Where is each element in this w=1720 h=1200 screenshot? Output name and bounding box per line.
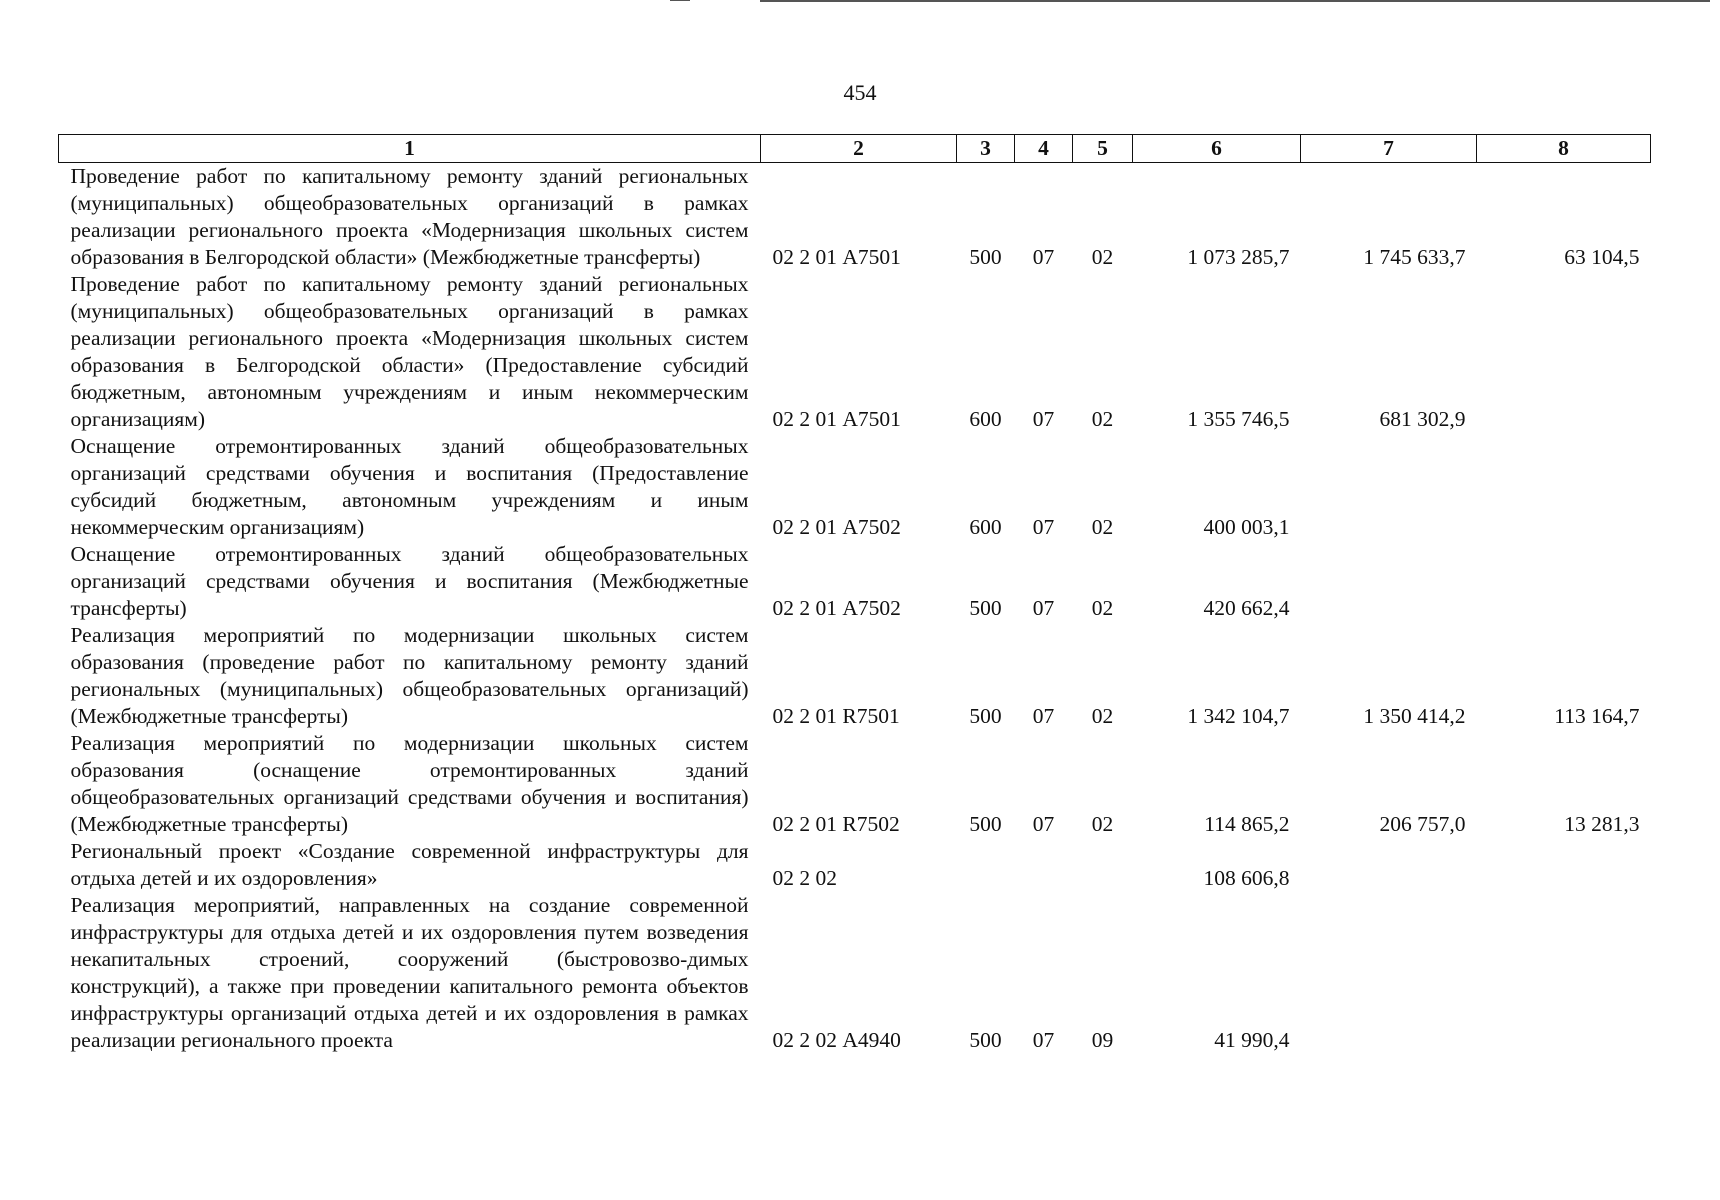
row-col-4: 07 <box>1032 245 1055 269</box>
table-row <box>59 892 1651 1054</box>
row-col-8 <box>1477 892 1651 1054</box>
row-col-4 <box>1015 838 1073 892</box>
row-col-4: 07 <box>1032 515 1055 539</box>
table-header <box>59 135 1651 163</box>
row-col-5 <box>1073 838 1133 892</box>
row-col-7 <box>1301 838 1477 892</box>
row-code: 02 2 01 R7501 <box>772 704 900 728</box>
table-row <box>59 433 1651 541</box>
row-col-5: 02 <box>1091 515 1114 539</box>
table-row <box>59 541 1651 622</box>
row-col-3: 500 <box>969 1028 1002 1052</box>
table-row <box>59 730 1651 838</box>
row-description: Реализация мероприятий, направленных на создание современной инфраструктуры для отдыха детей и их оздоровления путем возведения некапитальных строений, сооружений (быстровозво-димых конструкций), а также при проведении капитального ремонта объектов инфраструктуры организаций отдыха детей и их оздоровления в рамках реализации регионального проекта <box>70 893 749 1052</box>
row-col-8 <box>1477 271 1651 433</box>
scan-edge-line <box>760 0 1710 2</box>
row-code: 02 2 01 А7502 <box>772 515 901 539</box>
row-col-8 <box>1477 433 1651 541</box>
row-col-3: 600 <box>969 407 1002 431</box>
row-col-4: 07 <box>1032 407 1055 431</box>
row-description: Региональный проект «Создание современной инфраструктуры для отдыха детей и их оздоровления» <box>70 839 749 890</box>
row-col-5: 02 <box>1091 596 1114 620</box>
row-col-5: 02 <box>1091 704 1114 728</box>
row-code: 02 2 02 А4940 <box>772 1028 901 1052</box>
row-col-7: 206 757,0 <box>1379 812 1466 836</box>
table-body <box>59 163 1651 1055</box>
row-col-3 <box>957 838 1015 892</box>
row-col-6: 400 003,1 <box>1203 515 1290 539</box>
column-header-1: 1 <box>59 135 761 163</box>
column-header-8: 8 <box>1477 135 1651 163</box>
row-code: 02 2 01 А7501 <box>772 245 901 269</box>
table-row <box>59 838 1651 892</box>
row-col-6: 108 606,8 <box>1203 866 1290 890</box>
page-number: 454 <box>843 80 877 105</box>
column-header-5: 5 <box>1073 135 1133 163</box>
row-description: Оснащение отремонтированных зданий общеобразовательных организаций средствами обучения и воспитания (Предоставление субсидий бюджетным, автономным учреждениям и иным некоммерческим организациям) <box>70 434 749 539</box>
row-col-5: 02 <box>1091 407 1114 431</box>
row-code: 02 2 02 <box>772 866 837 890</box>
column-header-2: 2 <box>761 135 957 163</box>
scan-edge-mark <box>670 0 690 1</box>
row-col-7 <box>1301 892 1477 1054</box>
row-col-6: 420 662,4 <box>1203 596 1290 620</box>
row-col-4: 07 <box>1032 812 1055 836</box>
row-col-6: 1 342 104,7 <box>1187 704 1290 728</box>
row-col-8: 13 281,3 <box>1564 812 1640 836</box>
row-col-7 <box>1301 541 1477 622</box>
row-col-5: 09 <box>1091 1028 1114 1052</box>
row-col-8: 63 104,5 <box>1564 245 1640 269</box>
row-col-5: 02 <box>1091 245 1114 269</box>
budget-table <box>58 134 1651 1054</box>
row-col-8 <box>1477 541 1651 622</box>
row-col-4: 07 <box>1032 704 1055 728</box>
row-description: Проведение работ по капитальному ремонту зданий региональных (муниципальных) общеобразовательных организаций в рамках реализации регионального проекта «Модернизация школьных систем образования в Белгородской области» (Межбюджетные трансферты) <box>70 164 749 269</box>
row-code: 02 2 01 А7502 <box>772 596 901 620</box>
row-col-3: 500 <box>969 812 1002 836</box>
row-col-7: 1 350 414,2 <box>1363 704 1466 728</box>
row-col-5: 02 <box>1091 812 1114 836</box>
row-code: 02 2 01 R7502 <box>772 812 900 836</box>
column-header-7: 7 <box>1301 135 1477 163</box>
table-row <box>59 163 1651 272</box>
row-description: Реализация мероприятий по модернизации школьных систем образования (оснащение отремонтированных зданий общеобразовательных организаций средствами обучения и воспитания) (Межбюджетные трансферты) <box>70 731 749 836</box>
row-code: 02 2 01 А7501 <box>772 407 901 431</box>
row-description: Проведение работ по капитальному ремонту зданий региональных (муниципальных) общеобразовательных организаций в рамках реализации регионального проекта «Модернизация школьных систем образования в Белгородской области» (Предоставление субсидий бюджетным, автономным учреждениям и иным некоммерческим организациям) <box>70 272 749 431</box>
column-header-3: 3 <box>957 135 1015 163</box>
row-description: Оснащение отремонтированных зданий общеобразовательных организаций средствами обучения и воспитания (Межбюджетные трансферты) <box>70 542 749 620</box>
row-col-6: 114 865,2 <box>1204 812 1290 836</box>
row-col-8: 113 164,7 <box>1554 704 1640 728</box>
row-col-3: 500 <box>969 704 1002 728</box>
row-col-7: 1 745 633,7 <box>1363 245 1466 269</box>
table-row <box>59 622 1651 730</box>
column-header-4: 4 <box>1015 135 1073 163</box>
row-col-6: 1 355 746,5 <box>1187 407 1290 431</box>
row-col-4: 07 <box>1032 1028 1055 1052</box>
row-col-7: 681 302,9 <box>1379 407 1466 431</box>
row-col-6: 1 073 285,7 <box>1187 245 1290 269</box>
row-description: Реализация мероприятий по модернизации школьных систем образования (проведение работ по капитальному ремонту зданий региональных (муниципальных) общеобразовательных организаций) (Межбюджетные трансферты) <box>70 623 749 728</box>
row-col-7 <box>1301 433 1477 541</box>
table-row <box>59 271 1651 433</box>
row-col-3: 500 <box>969 245 1002 269</box>
row-col-8 <box>1477 838 1651 892</box>
row-col-6: 41 990,4 <box>1214 1028 1290 1052</box>
column-header-6: 6 <box>1133 135 1301 163</box>
row-col-4: 07 <box>1032 596 1055 620</box>
header-row <box>59 135 1651 163</box>
row-col-3: 600 <box>969 515 1002 539</box>
row-col-3: 500 <box>969 596 1002 620</box>
